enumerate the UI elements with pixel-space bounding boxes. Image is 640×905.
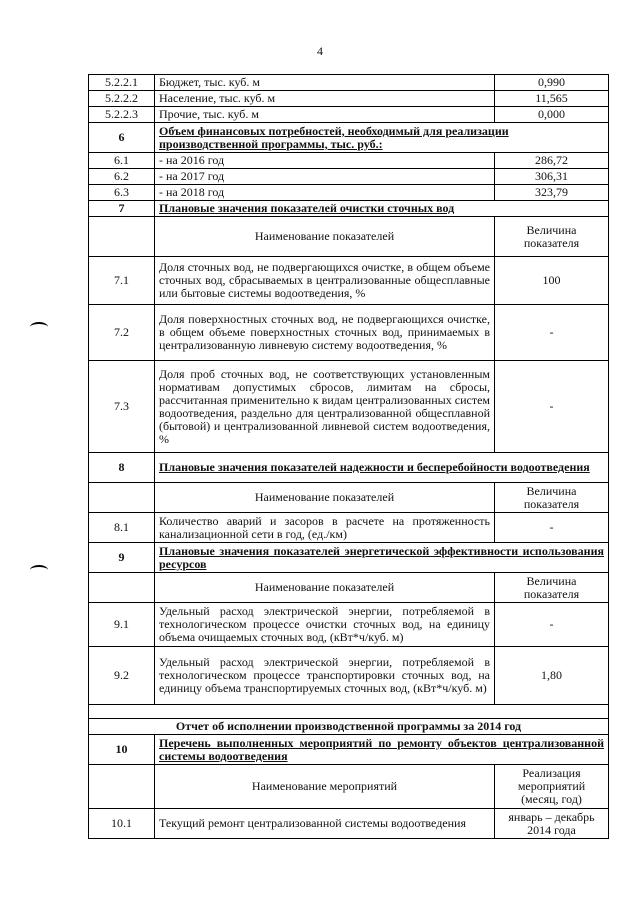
row-number: 8.1 [89, 513, 155, 543]
row-number: 9.2 [89, 647, 155, 705]
row-value: 11,565 [495, 91, 609, 107]
row-text: Население, тыс. куб. м [155, 91, 495, 107]
page-number: 4 [317, 44, 323, 58]
row-value: 0,000 [495, 107, 609, 123]
row-text: - на 2017 год [155, 169, 495, 185]
margin-mark [30, 565, 48, 575]
table-row [89, 305, 609, 361]
row-number: 9.1 [89, 603, 155, 647]
section-header [89, 453, 609, 483]
section-title: Плановые значения показателей энергетической эффективности использования ресурсов [155, 543, 609, 573]
row-number: 6.3 [89, 185, 155, 201]
table-row [89, 513, 609, 543]
section-number: 7 [89, 201, 155, 217]
row-value: 306,31 [495, 169, 609, 185]
row-number: 7.1 [89, 257, 155, 305]
column-header-row [89, 765, 609, 809]
section-title: Перечень выполненных мероприятий по ремонту объектов централизованной системы водоотведения [155, 735, 609, 765]
row-text: Текущий ремонт централизованной системы водоотведения [155, 809, 495, 839]
table-row [89, 647, 609, 705]
section-number: 10 [89, 735, 155, 765]
row-text: Доля проб сточных вод, не соответствующих установленным нормативам допустимых сбросов, лимитам на сбросы, рассчитанная применительно к видам централизованных систем водоотведения, раздельно для централизованной общесплавной (бытовой) и централизованной ливневой систем водоотведения, % [155, 361, 495, 453]
column-header-value: Величина показателя [495, 483, 609, 513]
section-title: Плановые значения показателей очистки сточных вод [155, 201, 609, 217]
row-text: Бюджет, тыс. куб. м [155, 75, 495, 91]
row-text: - на 2018 год [155, 185, 495, 201]
section-title: Объем финансовых потребностей, необходимый для реализации производственной программы, тыс. руб.: [155, 123, 609, 153]
report-title-row [89, 719, 609, 735]
section-number: 6 [89, 123, 155, 153]
column-header-name: Наименование показателей [155, 483, 495, 513]
section-header [89, 543, 609, 573]
table-row [89, 75, 609, 91]
report-title: Отчет об исполнении производственной программы за 2014 год [89, 719, 609, 735]
row-value: - [495, 513, 609, 543]
empty-cell [89, 217, 155, 257]
row-number: 10.1 [89, 809, 155, 839]
empty-cell [89, 765, 155, 809]
spacer-row [89, 705, 609, 719]
empty-cell [89, 483, 155, 513]
row-text: Удельный расход электрической энергии, потребляемой в технологическом процессе транспортировки сточных вод, на единицу объема транспортируемых сточных вод, (кВт*ч/куб. м) [155, 647, 495, 705]
row-number: 7.2 [89, 305, 155, 361]
row-number: 6.2 [89, 169, 155, 185]
section-header [89, 201, 609, 217]
table-row [89, 809, 609, 839]
row-value: 286,72 [495, 153, 609, 169]
table-row [89, 603, 609, 647]
table-row [89, 91, 609, 107]
row-number: 5.2.2.3 [89, 107, 155, 123]
row-text: Прочие, тыс. куб. м [155, 107, 495, 123]
section-number: 9 [89, 543, 155, 573]
column-header-value: Реализация мероприятий (месяц, год) [495, 765, 609, 809]
table-row [89, 185, 609, 201]
row-text: Доля поверхностных сточных вод, не подвергающихся очистке, в общем объеме поверхностных сточных вод, принимаемых в централизованную ливневую систему водоотведения, % [155, 305, 495, 361]
table-row [89, 257, 609, 305]
section-header [89, 123, 609, 153]
row-value: - [495, 361, 609, 453]
table-row [89, 361, 609, 453]
margin-mark [30, 322, 48, 332]
row-text: Количество аварий и засоров в расчете на протяженность канализационной сети в год, (ед./км) [155, 513, 495, 543]
row-text: - на 2016 год [155, 153, 495, 169]
column-header-name: Наименование показателей [155, 217, 495, 257]
empty-cell [89, 573, 155, 603]
column-header-value: Величина показателя [495, 217, 609, 257]
section-number: 8 [89, 453, 155, 483]
row-value: 0,990 [495, 75, 609, 91]
row-value: - [495, 305, 609, 361]
row-value: январь – декабрь 2014 года [495, 809, 609, 839]
row-value: 323,79 [495, 185, 609, 201]
row-value: 1,80 [495, 647, 609, 705]
row-value: - [495, 603, 609, 647]
table-row [89, 169, 609, 185]
column-header-value: Величина показателя [495, 573, 609, 603]
row-text: Удельный расход электрической энергии, потребляемой в технологическом процессе очистки сточных вод, на единицу объема очищаемых сточных вод, (кВт*ч/куб. м) [155, 603, 495, 647]
column-header-row [89, 483, 609, 513]
column-header-name: Наименование показателей [155, 573, 495, 603]
table-row [89, 153, 609, 169]
row-value: 100 [495, 257, 609, 305]
column-header-row [89, 217, 609, 257]
section-header [89, 735, 609, 765]
program-table [88, 74, 609, 839]
row-number: 6.1 [89, 153, 155, 169]
row-text: Доля сточных вод, не подвергающихся очистке, в общем объеме сточных вод, сбрасываемых в централизованные общесплавные или бытовые системы водоотведения, % [155, 257, 495, 305]
column-header-row [89, 573, 609, 603]
spacer-cell [89, 705, 609, 719]
column-header-name: Наименование мероприятий [155, 765, 495, 809]
row-number: 5.2.2.1 [89, 75, 155, 91]
row-number: 5.2.2.2 [89, 91, 155, 107]
section-title: Плановые значения показателей надежности и бесперебойности водоотведения [155, 453, 609, 483]
row-number: 7.3 [89, 361, 155, 453]
table-row [89, 107, 609, 123]
